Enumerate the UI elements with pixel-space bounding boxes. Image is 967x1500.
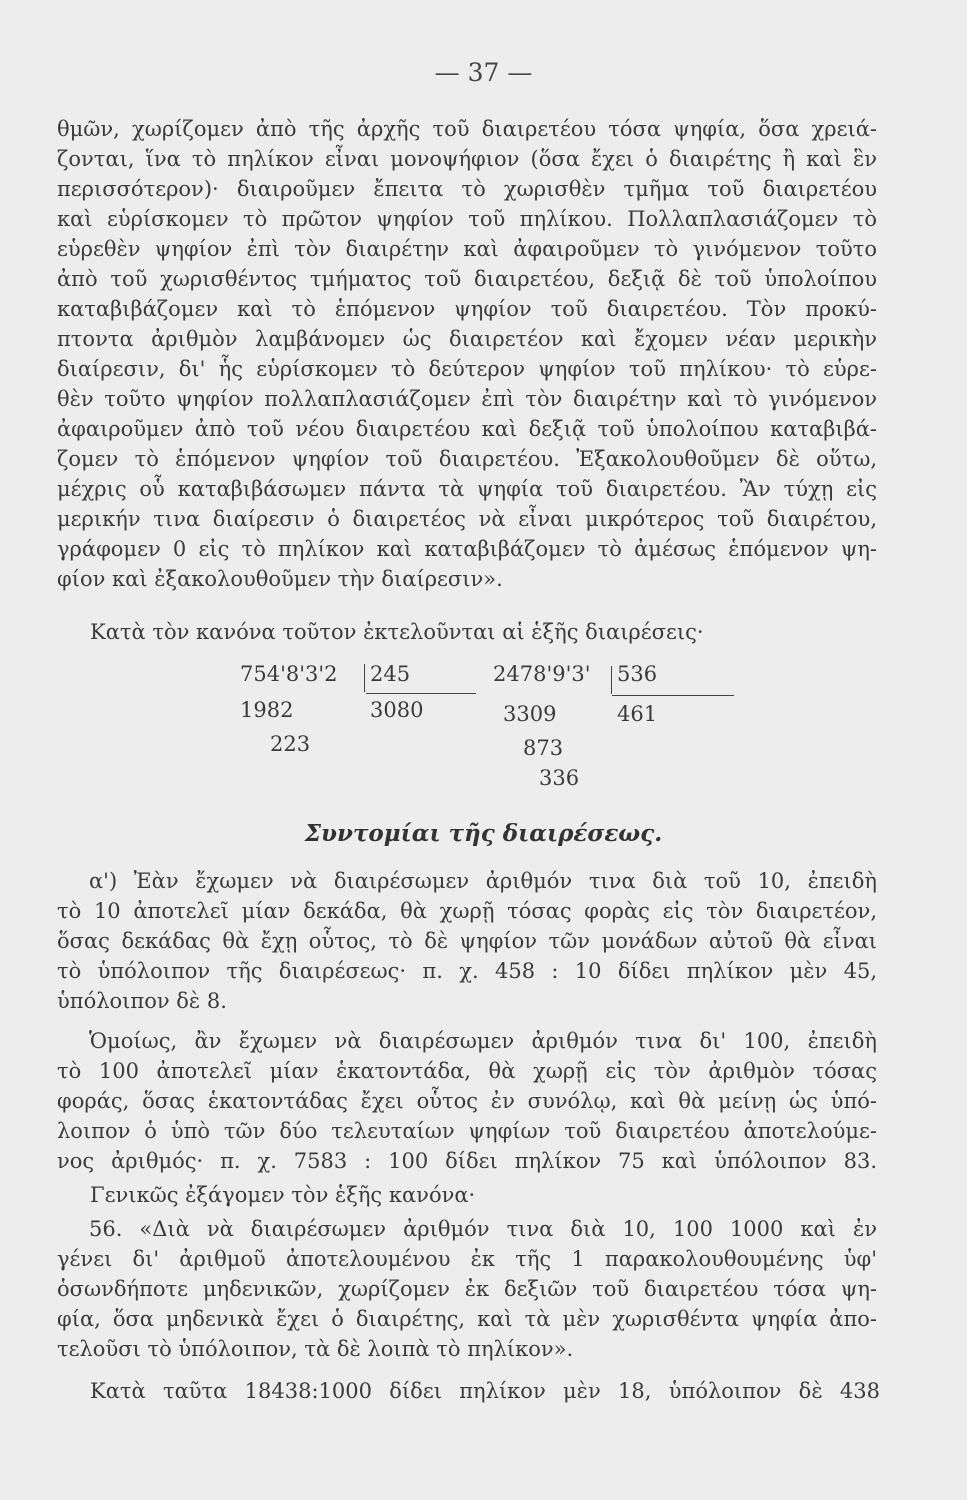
text-line: ὑπόλοιπον δὲ 8. <box>57 989 227 1013</box>
text-line: φοράς, ὅσας ἑκατοντάδας ἔχει οὗτος ἐν συνόλῳ, καὶ θὰ μείνῃ ὡς ὑπό- <box>57 1089 877 1113</box>
remainder-row: 1982 <box>240 698 294 722</box>
text-line: ὁσωνδήποτε μηδενικῶν, χωρίζομεν ἐκ δεξιῶν τοῦ διαιρετέου τόσα ψη- <box>57 1277 877 1301</box>
text-line: θὲν τοῦτο ψηφίον πολλαπλασιάζομεν ἐπὶ τὸν διαιρέτην καὶ τὸ γινόμενον <box>57 387 877 411</box>
divisor: 536 <box>617 662 658 686</box>
text-line: τὸ 10 ἀποτελεῖ μίαν δεκάδα, θὰ χωρῇ τόσας φορὰς εἰς τὸν διαιρετέον, <box>57 899 877 923</box>
remainder-row: 3309 <box>503 702 557 726</box>
remainder-row: 223 <box>270 732 311 756</box>
text-line: ἀπὸ τοῦ χωρισθέντος τμήματος τοῦ διαιρετέου, δεξιᾷ δὲ τοῦ ὑπολοίπου <box>57 267 877 291</box>
dividend: 754'8'3'2 <box>240 662 338 686</box>
text-line: 56. «Διὰ νὰ διαιρέσωμεν ἀριθμόν τινα διὰ 10, 100 1000 καὶ ἐν <box>89 1217 877 1241</box>
paragraph-division-rule <box>57 114 877 594</box>
paragraph-divide-by-ten <box>57 866 877 1016</box>
text-line: ἀφαιροῦμεν ἀπὸ τοῦ νέου διαιρετέου καὶ δεξιᾷ τοῦ ὑπολοίπου καταβιβά- <box>57 417 877 441</box>
text-line: περισσότερον)· διαιροῦμεν ἔπειτα τὸ χωρισθὲν τμῆμα τοῦ διαιρετέου <box>57 177 877 201</box>
quotient: 461 <box>617 702 658 726</box>
division-vertical-bar <box>611 666 612 694</box>
text-line: τὸ 100 ἀποτελεῖ μίαν ἑκατοντάδα, θὰ χωρῇ εἰς τὸν ἀριθμὸν τόσας <box>57 1059 877 1083</box>
text-line: τὸ ὑπόλοιπον τῆς διαιρέσεως· π. χ. 458 : 10 δίδει πηλίκον μὲν 45, <box>57 959 877 983</box>
text-line: Κατὰ ταῦτα 18438:1000 δίδει πηλίκον μὲν 18, ὑπόλοιπον δὲ 438 <box>90 1379 880 1403</box>
page-number: — 37 — <box>434 58 533 87</box>
text-line: πτοντα ἀριθμὸν λαμβάνομεν ὡς διαιρετέον καὶ ἔχομεν νέαν μερικὴν <box>57 327 877 351</box>
text-line: μερικήν τινα διαίρεσιν ὁ διαιρετέος νὰ εἶναι μικρότερος τοῦ διαιρέτου, <box>57 507 877 531</box>
text-line: καταβιβάζομεν καὶ τὸ ἑπόμενον ψηφίον τοῦ διαιρετέου. Τὸν προκύ- <box>57 297 877 321</box>
quotient: 3080 <box>370 698 424 722</box>
text-line: Κατὰ τὸν κανόνα τοῦτον ἐκτελοῦνται αἱ ἑξῆς διαιρέσεις· <box>90 620 704 644</box>
remainder-row: 873 <box>523 736 564 760</box>
paragraph-rule-56 <box>57 1214 877 1364</box>
division-example-2 <box>493 662 743 802</box>
paragraph-divide-by-hundred <box>57 1026 877 1176</box>
text-line: τελοῦσι τὸ ὑπόλοιπον, τὰ δὲ λοιπὰ τὸ πηλίκον». <box>57 1337 574 1361</box>
text-line: μέχρις οὗ καταβιβάσωμεν πάντα τὰ ψηφία τοῦ διαιρετέου. Ἂν τύχῃ εἰς <box>57 477 877 501</box>
text-line: λοιπον ὁ ὑπὸ τῶν δύο τελευταίων ψηφίων τοῦ διαιρετέου ἀποτελούμε- <box>57 1119 877 1143</box>
division-horizontal-bar <box>612 695 734 696</box>
text-line: α') Ἐὰν ἔχωμεν νὰ διαιρέσωμεν ἀριθμόν τινα διὰ τοῦ 10, ἐπειδὴ <box>89 869 877 893</box>
intro-line <box>90 617 880 647</box>
divisor: 245 <box>370 662 411 686</box>
division-vertical-bar <box>364 664 365 692</box>
text-line: ὅσας δεκάδας θὰ ἔχῃ οὗτος, τὸ δὲ ψηφίον τῶν μονάδων αὐτοῦ θὰ εἶναι <box>57 929 877 953</box>
text-line: Ὁμοίως, ἂν ἔχωμεν νὰ διαιρέσωμεν ἀριθμόν τινα δι' 100, ἐπειδὴ <box>89 1029 877 1053</box>
text-line: καὶ εὑρίσκομεν τὸ πρῶτον ψηφίον τοῦ πηλίκου. Πολλαπλασιάζομεν τὸ <box>57 207 877 231</box>
text-line: γράφομεν 0 εἰς τὸ πηλίκον καὶ καταβιβάζομεν τὸ ἀμέσως ἑπόμενον ψη- <box>57 537 877 561</box>
text-line: θμῶν, χωρίζομεν ἀπὸ τῆς ἀρχῆς τοῦ διαιρετέου τόσα ψηφία, ὅσα χρειά- <box>57 117 877 141</box>
text-line: εὑρεθὲν ψηφίον ἐπὶ τὸν διαιρέτην καὶ ἀφαιροῦμεν τὸ γινόμενον τοῦτο <box>57 237 877 261</box>
text-line: φία, ὅσα μηδενικὰ ἔχει ὁ διαιρέτης, καὶ τὰ μὲν χωρισθέντα ψηφία ἀπο- <box>57 1307 877 1331</box>
text-line: ζονται, ἵνα τὸ πηλίκον εἶναι μονοψήφιον (ὅσα ἔχει ὁ διαιρέτης ἢ καὶ ἓν <box>57 147 877 171</box>
remainder-row: 336 <box>539 766 580 790</box>
general-rule-line <box>90 1180 880 1210</box>
text-line: διαίρεσιν, δι' ἧς εὑρίσκομεν τὸ δεύτερον ψηφίον τοῦ πηλίκου· τὸ εὑρε- <box>57 357 877 381</box>
division-example-1 <box>230 662 480 802</box>
section-heading: Συντομίαι τῆς διαιρέσεως. <box>304 820 663 847</box>
text-line: ζομεν τὸ ἑπόμενον ψηφίον τοῦ διαιρετέου. Ἐξακολουθοῦμεν δὲ οὕτω, <box>57 447 877 471</box>
text-line: φίον καὶ ἐξακολουθοῦμεν τὴν διαίρεσιν». <box>57 567 503 591</box>
division-horizontal-bar <box>366 693 476 694</box>
final-example-line <box>90 1376 880 1406</box>
text-line: Γενικῶς ἐξάγομεν τὸν ἑξῆς κανόνα· <box>90 1183 476 1207</box>
dividend: 2478'9'3' <box>493 662 591 686</box>
text-line: γένει δι' ἀριθμοῦ ἀποτελουμένου ἐκ τῆς 1 παρακολουθουμένης ὑφ' <box>57 1247 877 1271</box>
text-line: νος ἀριθμός· π. χ. 7583 : 100 δίδει πηλίκον 75 καὶ ὑπόλοιπον 83. <box>57 1149 877 1173</box>
